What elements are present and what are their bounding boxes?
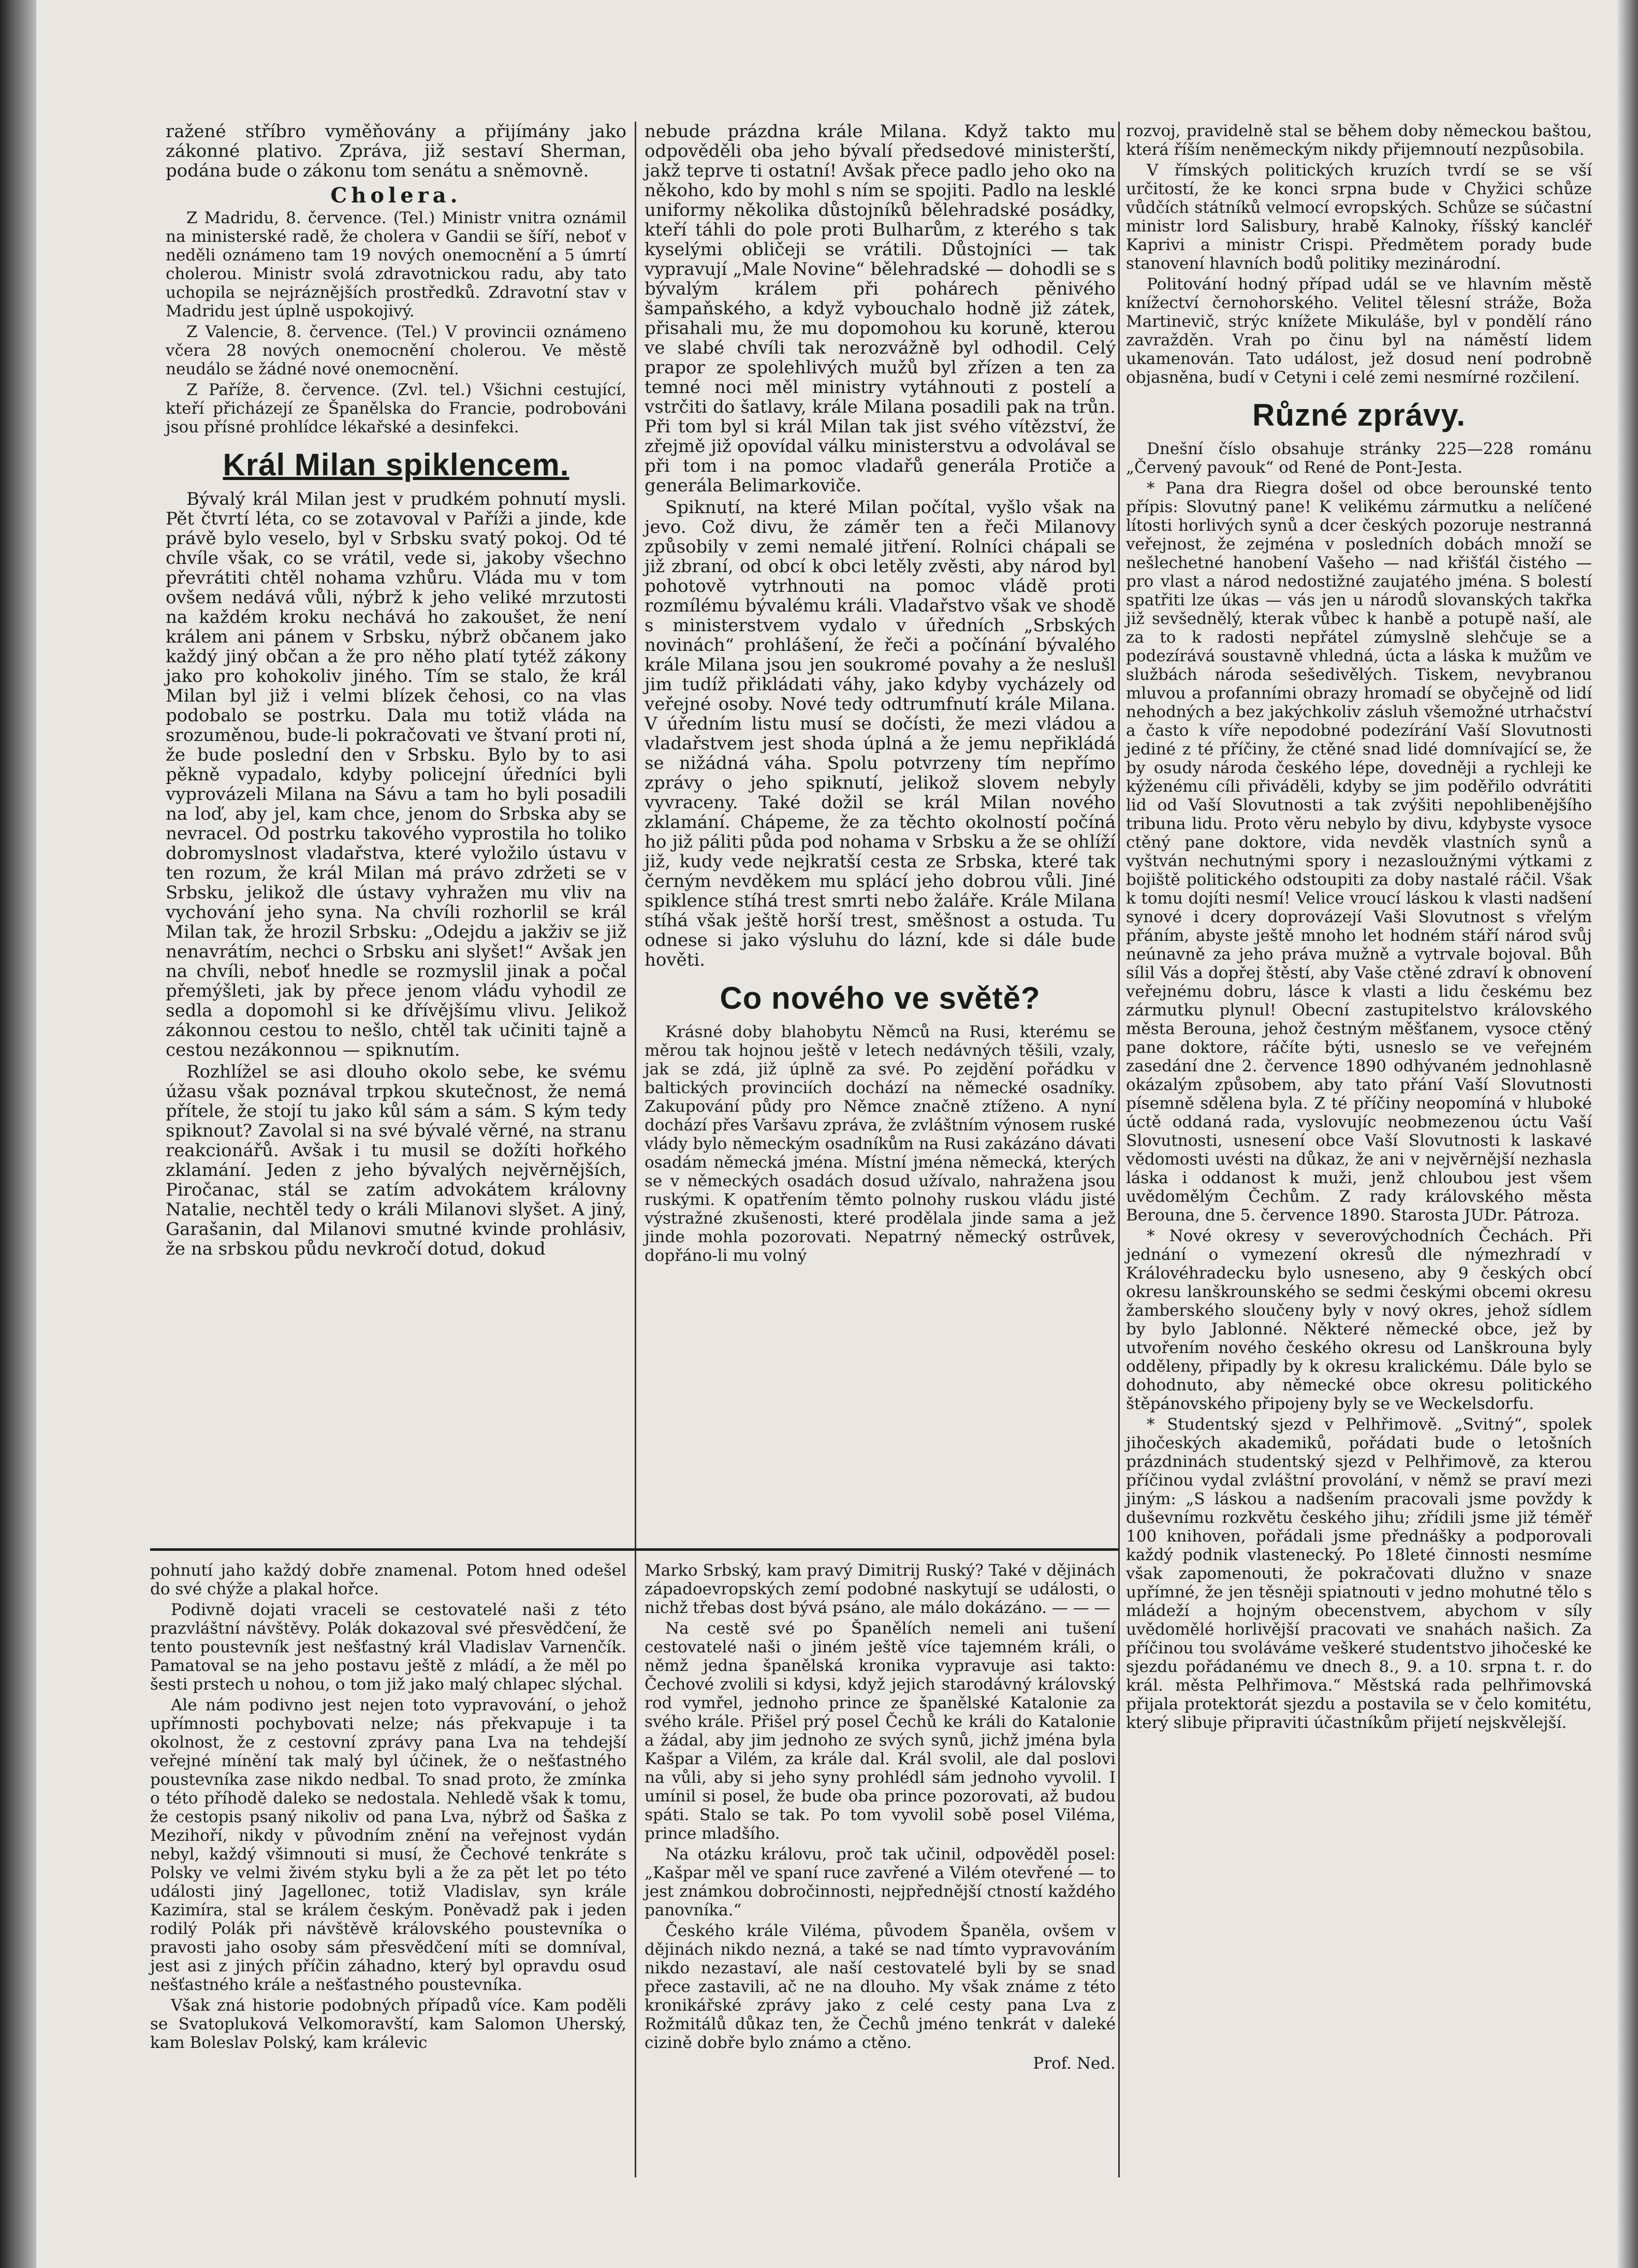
paragraph: Spiknutí, na které Milan počítal, vyšlo však na jevo. Což divu, že záměr ten a řeči Milanovy způsobily v zemi nemalé jitření. Rolníci chápali se již zbraní, od obcí k obci letěly zvěsti, aby národ byl pohotově vytrhnouti na pomoc vládě proti rozmílému bývalému králi. Vladařstvo však ve shodě s ministerstvem vydalo v úředních „Srbských novinách“ prohlášení, že řeči a počínání bývalého krále Milana jsou jen soukromé povahy a že neslušl jim tudíž přikládati váhy, jako kdyby vycházely od veřejné osoby. Nové tedy odtrumfnutí krále Milana. V úředním listu musí se dočísti, že mezi vládou a vladařstvem jest shoda úplná a že jemu nepřikládá se nižádná váha. Spolu potvrzeny tím nepřímo zprávy o jeho spiknutí, jelikož slovem nebyly vyvraceny. Také dožil se král Milan nového zklamání. Chápeme, že za těchto okolností počíná ho již páliti půda pod nohama v Srbsku a že se ohlíží již, kudy vede nejkratší cesta ze Srbska, které tak černým nevděkem mu splácí jeho dobrou vůli. Jiné spiklence stíhá trest smrti nebo žaláře. Krále Milana stíhá však ještě horší trest, směšnost a ostuda. Tu odnese si jako výsluhu do lázní, kde si dále bude hověti. [645,497,1116,970]
feuilleton-column-1 [150,1561,626,2177]
paragraph: rozvoj, pravidelně stal se během doby německou baštou, která říším neněmeckým nikdy přijemnoutí nezpůsobila. [1126,122,1592,159]
feuilleton-column-2 [645,1561,1116,2177]
paragraph: ražené stříbro vyměňovány a přijímány jako zákonné plativo. Zpráva, již sestaví Sherman, podána bude o zákonu tom senátu a sněmovně. [166,121,626,181]
paragraph: nebude prázdna krále Milana. Když takto mu odpověděli oba jeho bývalí předsedové ministerští, jakž teprve ti ostatní! Avšak přece padlo jeho oko na někoho, kdo by mohl s ním se spojiti. Padlo na lesklé uniformy několika důstojníků bělehradské posádky, kteří táhli do pole proti Bulharům, z kterého s tak kyselými obličeji se vrátili. Důstojníci — tak vypravují „Male Novine“ bělehradské — dohodli se s bývalým králem při pohárech pěnivého šampaňského, a když vybouchalo hodně již zátek, přisahali mu, že mu dopomohou ku koruně, kterou ve slabé chvíli tak nerozvážně byl odhodil. Celý prapor ze spolehlivých mužů byl zřízen a ten za temné noci měl ministry vytáhnouti z postelí a vstrčiti do šatlavy, krále Milana posadili pak na trůn. Při tom byl si král Milan tak jist svého vítězství, že zřejmě již opovídal válku ministerstvu a odvolával se při tom i na pomoc vladařů generála Protiče a generála Belimarkoviče. [645,121,1116,496]
paragraph: Z Paříže, 8. července. (Zvl. tel.) Všichni cestující, kteří přicházejí ze Španělska do Francie, podrobováni jsou přísné prohlídce lékařské a desinfekci. [166,381,626,437]
column-2 [645,122,1116,1535]
column-3 [1126,122,1592,2177]
paragraph: Marko Srbský, kam pravý Dimitrij Ruský? Také v dějinách západoevropských zemí podobné naskytují se události, o nichž třebas dost bývá psáno, ale málo dokázáno. — — — [645,1561,1116,1617]
column-rule-1 [635,122,636,2177]
ruzne-zpravy-heading: Různé zprávy. [1252,398,1466,432]
paragraph: Však zná historie podobných případů více. Kam poděli se Svatopluková Velkomoravští, kam Salomon Uherský, kam Boleslav Polský, kam králevic [150,1996,626,2052]
scan-right-edge [1617,0,1638,2268]
paragraph: Na otázku královu, proč tak učinil, odpověděl posel: „Kašpar měl ve spaní ruce zavřené a Vilém otevřené — to jest známkou dobročinnosti, nejpřednější ctností každého panovníka.“ [645,1845,1116,1920]
paragraph: * Pana dra Riegra došel od obce berounské tento přípis: Slovutný pane! K velikému zármutku a nelíčené lítosti horlivých synů a dcer českých pozoruje nestranná veřejnost, že zejména v posledních dobách množí se nešlechetné hanobení Vašeho — nad křišťál čistého — pro vlast a národ nedostižné zaujatého jména. S bolestí spatřiti lze úkas — vás jen u národů slovanských takřka již sevšednělý, kterak vůbec k hanbě a potupě naší, ale za to k radosti nepřátel zúmyslně slehčuje se a podezírává soustavně vhledná, úcta a láska k mužům ve službách národa sešedivělých. Tiskem, nevybranou mluvou a profanními obrazy hromadí se obyčejně od lidí nehodných a bez jakýchkoliv zásluh všemožné utrhačství a často k víře nepodobné podezírání Vaší Slovutnosti jediné z té příčiny, že ctěné snad lidé domnívající se, že by osudy národa českého lépe, dovedněji a rychleji ke kýženému cíli přiváděli, kdyby se jim poděřilo odvrátiti lid od Vaší Slovutnosti a tak zvýšiti nepohlibenějšího tribuna lidu. Proto věru nebylo by divu, kdybyste vysoce ctěný pane doktore, vida nevděk vlastních synů a vyštván nechutnými spory i nezasloužnými výtkami z bojiště politického odstoupiti za doby nastalé ráčil. Však k tomu dojíti nesmí! Velice vroucí láskou k vlasti nadšení synové i dcery doprovázejí Vaši Slovutnost s vřelým přáním, abyste ještě mnoho let hodném stáří národ svůj neúnavně za jeho práva mužně a vytrvale bojoval. Bůh sílil Vás a dopřej štěstí, aby Vaše ctěné zdraví k obnovení veřejnému dobru, lásce k vlasti a lidu českému bez zármutku plynul! Obecní zastupitelstvo královského města Berouna, jehož čestným měšťanem, vysoce ctěný pane doktore, ráčíte býti, usneslo se ve veřejném zasedání dne 2. července 1890 odhývaném jednohlasně okázalým způsobem, aby tato přání Vaší Slovutnosti písemně sdělena byla. Z té příčiny neopomíná v hluboké úctě oddaná rada, vyslovujíc neobmezenou úctu Vaší Slovutnosti, usnesení obce Vaší Slovutnosti k laskavé vědomosti uvésti na důkaz, že ani v nejvěrnější nezhasla láska i oddanost k muži, jenž chloubou jest všem uvědomělým Čechům. Z rady královského města Berouna, dne 5. července 1890. Starosta JUDr. Pátroza. [1126,479,1592,1225]
paragraph: Bývalý král Milan jest v prudkém pohnutí mysli. Pět čtvrtí léta, co se zotavoval v Paříži a jinde, kde právě bylo veselo, byl v Srbsku svatý pokoj. Od té chvíle však, co se vrátil, vede si, jakoby všechno převrátiti chtěl nohama vzhůru. Vláda mu v tom ovšem nedává vůli, nýbrž k jeho veliké mrzutosti na každém kroku nechává ho zakoušet, že není králem ani pánem v Srbsku, nýbrž občanem jako každý jiný občan a že pro něho platí tytéž zákony jako pro kohokoliv jiného. Tím se stalo, že král Milan byl již i velmi blízek čehosi, co na vlas podobalo se postrku. Dala mu totiž vláda na srozuměnou, bude-li pokračovati ve štvaní proti ní, že bude poslední den v Srbsku. Bylo by to asi pěkně vypadalo, kdyby policejní úředníci byli vyprovázeli Milana na Sávu a tam ho byli posadili na loď, aby jel, kam chce, jenom do Srbska aby se nevracel. Od postrku takového vyprostila ho tolikо dobromyslnost vladařstva, které vyložilo ústavu v ten rozum, že král Milan má právo zdržeti se v Srbsku, jelikož dle ústavy vyhražen mu vliv na vychování jeho syna. Na chvíli rozhorlil se král Milan tak, že hrozil Srbsku: „Odejdu a jakživ se již nenavrátím, nechci o Srbsku ani slyšet!“ Avšak jen na chvíli, neboť hnedle se rozmyslil jinak a počal přemýšleti, jak by přece jenom vládu vyhodil ze sedla a dopomohl si ke dřívějšímu vlivu. Jelikož zákonnou cestou to nešlo, chtěl tak učiniti tajně a cestou nezákonnou — spiknutím. [166,489,626,1060]
scan-left-edge [0,0,36,2268]
paragraph: Rozhlížel se asi dlouho okolo sebe, ke svému úžasu však poznával trpkou skutečnost, že nemá přítele, že stojí tu jako kůl sám a sám. S kým tedy spiknout? Zavolal si na své bývalé věrné, na stranu reakcionářů. Avšak i tu musil se dožíti hořkého zklamání. Jeden z jeho bývalých nejvěrnějších, Piročanac, stál se zatím advokátem královny Natalie, nechtěl tedy o králi Milanovi slyšet. A jiný, Garašanin, dal Milanovi smutné kvinde prohlásiv, že na srbskou půdu nevkročí dotud, dokud [166,1062,626,1259]
paragraph: Z Valencie, 8. července. (Tel.) V provincii oznámeno včera 28 nových onemocnění cholerou. Ve městě neudálo se žádné nové onemocnění. [166,323,626,379]
co-noveho-heading: Co nového ve světě? [720,981,1041,1015]
paragraph: pohnutí jaho každý dobře znamenal. Potom hned odešel do své chýže a plakal hořce. [150,1561,626,1598]
feuilleton-rule [150,1548,1118,1551]
paragraph: Krásné doby blahobytu Němců na Rusi, kterému se měrou tak hojnou ještě v letech nedávných těšili, vzaly, jak se zdá, již úplně za své. Po zejdění pořádku v baltických provinciích dochází na německé osadníky. Zakupování půdy pro Němce značně ztíženo. A nyní dochází přes Varšavu zpráva, že zvláštním výnosem ruské vlády bylo německým osadníkům na Rusi zakázáno dávati osadám německá jména. Místní jména německá, kterých se v německých osadách dosud užívalo, nahražena jsou ruskými. K opatřením těmto polnohy ruskou vládu jisté výstražné zkušenosti, které prodělala jinde sama a jež jinde mohla pozorovati. Nepatrný německý ostrůvek, dopřáno-li mu volný [645,1023,1116,1265]
paragraph: Z Madridu, 8. července. (Tel.) Ministr vnitra oznámil na ministerské radě, že cholera v Gandii se šíří, neboť v neděli oznámeno tam 19 nových onemocnění a 5 úmrtí cholerou. Ministr svolá zdravotnickou radu, aby tato uchopila se nejráznějších prostředků. Zdravotní stav v Madridu jest úplně uspokojivý. [166,209,626,321]
column-1 [166,122,626,1535]
paragraph: Českého krále Viléma, původem Španěla, ovšem v dějinách nikdo nezná, a také se nad tímto vypravováním nikdo nezastaví, ale naší cestovatelé byli by se snad přece zastavili, ač ne na dlouho. My však známe z této kronikářské zprávy jako z celé cesty pana Lva z Rožmitálů důkaz ten, že Čechů jméno tenkrát v daleké cizině dobře bylo známo a ctěno. [645,1922,1116,2052]
paragraph: Politování hodný případ udál se ve hlavním městě knížectví černohorského. Velitel tělesní stráže, Boža Martinevič, strýc knížete Mikuláše, byl v pondělí ráno zavražděn. Vrah po činu byl na náměstí lidem ukamenován. Tato událost, jež dosud není podrobně objasněna, budí v Cetyni i celé zemi nesmírné rozčilení. [1126,275,1592,387]
paragraph: Na cestě své po Španělích nemeli ani tušení cestovatelé naši o jiném ještě více tajemném králi, o němž jedna španělská kronika vypravuje asi takto: Čechové zvolili si kdysi, když jejich starodávný královský rod vymřel, jednoho prince ze španělské Katalonie za svého krále. Přišel prý posel Čechů ke králi do Katalonie a žádal, aby jim jednoho ze svých synů, jichž jména byla Kašpar a Vilém, za krále dal. Král svolil, ale dal poslovi na vůli, aby si jeho syny prohlédl sám jednoho vyvolil. I umínil si posel, že bude oba prince pozorovati, až budou spáti. Stalo se tak. Po tom vyvolil sobě posel Viléma, prince mladšího. [645,1619,1116,1843]
paragraph: * Studentský sjezd v Pelhřimově. „Svitný“, spolek jihočeských akademiků, pořádati bude o letošních prázdninách studentský sjezd v Pelhřimově, za kterou příčinou vydal zvláštní provolání, v němž se praví mezi jiným: „S láskou a nadšením pracovali jsme povždy k duševnímu rozkvětu českého jihu; zřídili jsme již téměř 100 knihoven, pořádali jsme přednášky a podporovali každý podnik vlastenecký. Po 18leté činnosti nesmíme však zapomenouti, že pokračovati dlužno v snaze upřímné, že jen těsněji spiatnouti v jedno mohutné tělo s mládeží a hojným obecenstvem, abychom v síly uvědomělé horlivější pracovati ve snahách našich. Za příčinou tou svoláváme veškeré studentstvo jihočeské ke sjezdu pořádanému ve dnech 8., 9. a 10. srpna t. r. do král. města Pelhřimova.“ Městská rada pelhřimovská přijala protektorát sjezdu a postavila se v čelo komitétu, který slibuje připraviti účastníkům přijetí nejskvělejší. [1126,1415,1592,1732]
paragraph: * Nové okresy v severovýchodních Čechách. Při jednání o vymezení okresů dle nýmezhradí v Královéhradecku bylo usneseno, aby 9 českých obcí okresu lanškrounského se sedmi českými obcemi okresu žamberského sloučeny byly v nový okres, jehož sídlem by bylo Jablonné. Některé německé obce, jež by utvořením nového českého okresu od Lanškrouna byly odděleny, připadly by k okresu kralickému. Dále bylo se dohodnuto, aby německé obce okresu politického štěpánovského připojeny byly se ve Weckelsdorfu. [1126,1227,1592,1413]
paragraph: Podivně dojati vraceli se cestovatelé naši z této prazvláštní návštěvy. Polák dokazoval své přesvědčení, že tento poustevník jest nešťastný král Vladislav Varnenčík. Pamatoval se na jeho postavu ještě z mládí, a že měl po šesti prstech u nohou, o tom již jako malý chlapec slýchal. [150,1601,626,1694]
paragraph: Ale nám podivno jest nejen toto vypravování, o jehož upřímnosti pochybovati nelze; nás překvapuje i ta okolnost, že z cestovní zprávy pana Lva na tehdejší veřejné mínění tak malý byl účinek, že o nešťastného poustevníka zase nikdo nedbal. To snad proto, že zmínka o této příhodě daleko se nedostala. Nehledě však k tomu, že cestopis psaný nikoliv od pana Lva, nýbrž od Šaška z Mezihoří, nikdy v původním znění na veřejnost vydán nebyl, každý všimnouti si musí, že Čechové tenkráte s Polsky ve velmi živém styku byli a že za pět let po této události jiný Jagellonec, totiž Vladislav, syn krále Kazimíra, stal se králem českým. Poněvadž pak i jeden rodilý Polák při návštěvě královského poustevníka o pravosti jaho osoby sám přesvědčení míti se domníval, jest asi z jiných příčin záhadno, který byl opravdu osud nešťastného krále a nešťastného poustevníka. [150,1696,626,1994]
paragraph: V římských politických kruzích tvrdí se se vší určitostí, že ke konci srpna bude v Chyžici schůze vůdčích státníků velmocí evropských. Schůze se súčastní ministr lord Salisbury, hrabě Kalnoky, říšský kancléř Kaprivi a ministr Crispi. Předmětem porady bude stanovení hlavních bodů politiky mezinárodní. [1126,161,1592,273]
column-rule-2 [1118,122,1120,2177]
author-signature: Prof. Ned. [1033,2054,1116,2073]
cholera-heading: Cholera. [330,183,462,208]
milan-heading: Král Milan spiklencem. [223,447,569,482]
paragraph: Dnešní číslo obsahuje stránky 225—228 románu „Červený pavouk“ od René de Pont-Jesta. [1126,440,1592,477]
